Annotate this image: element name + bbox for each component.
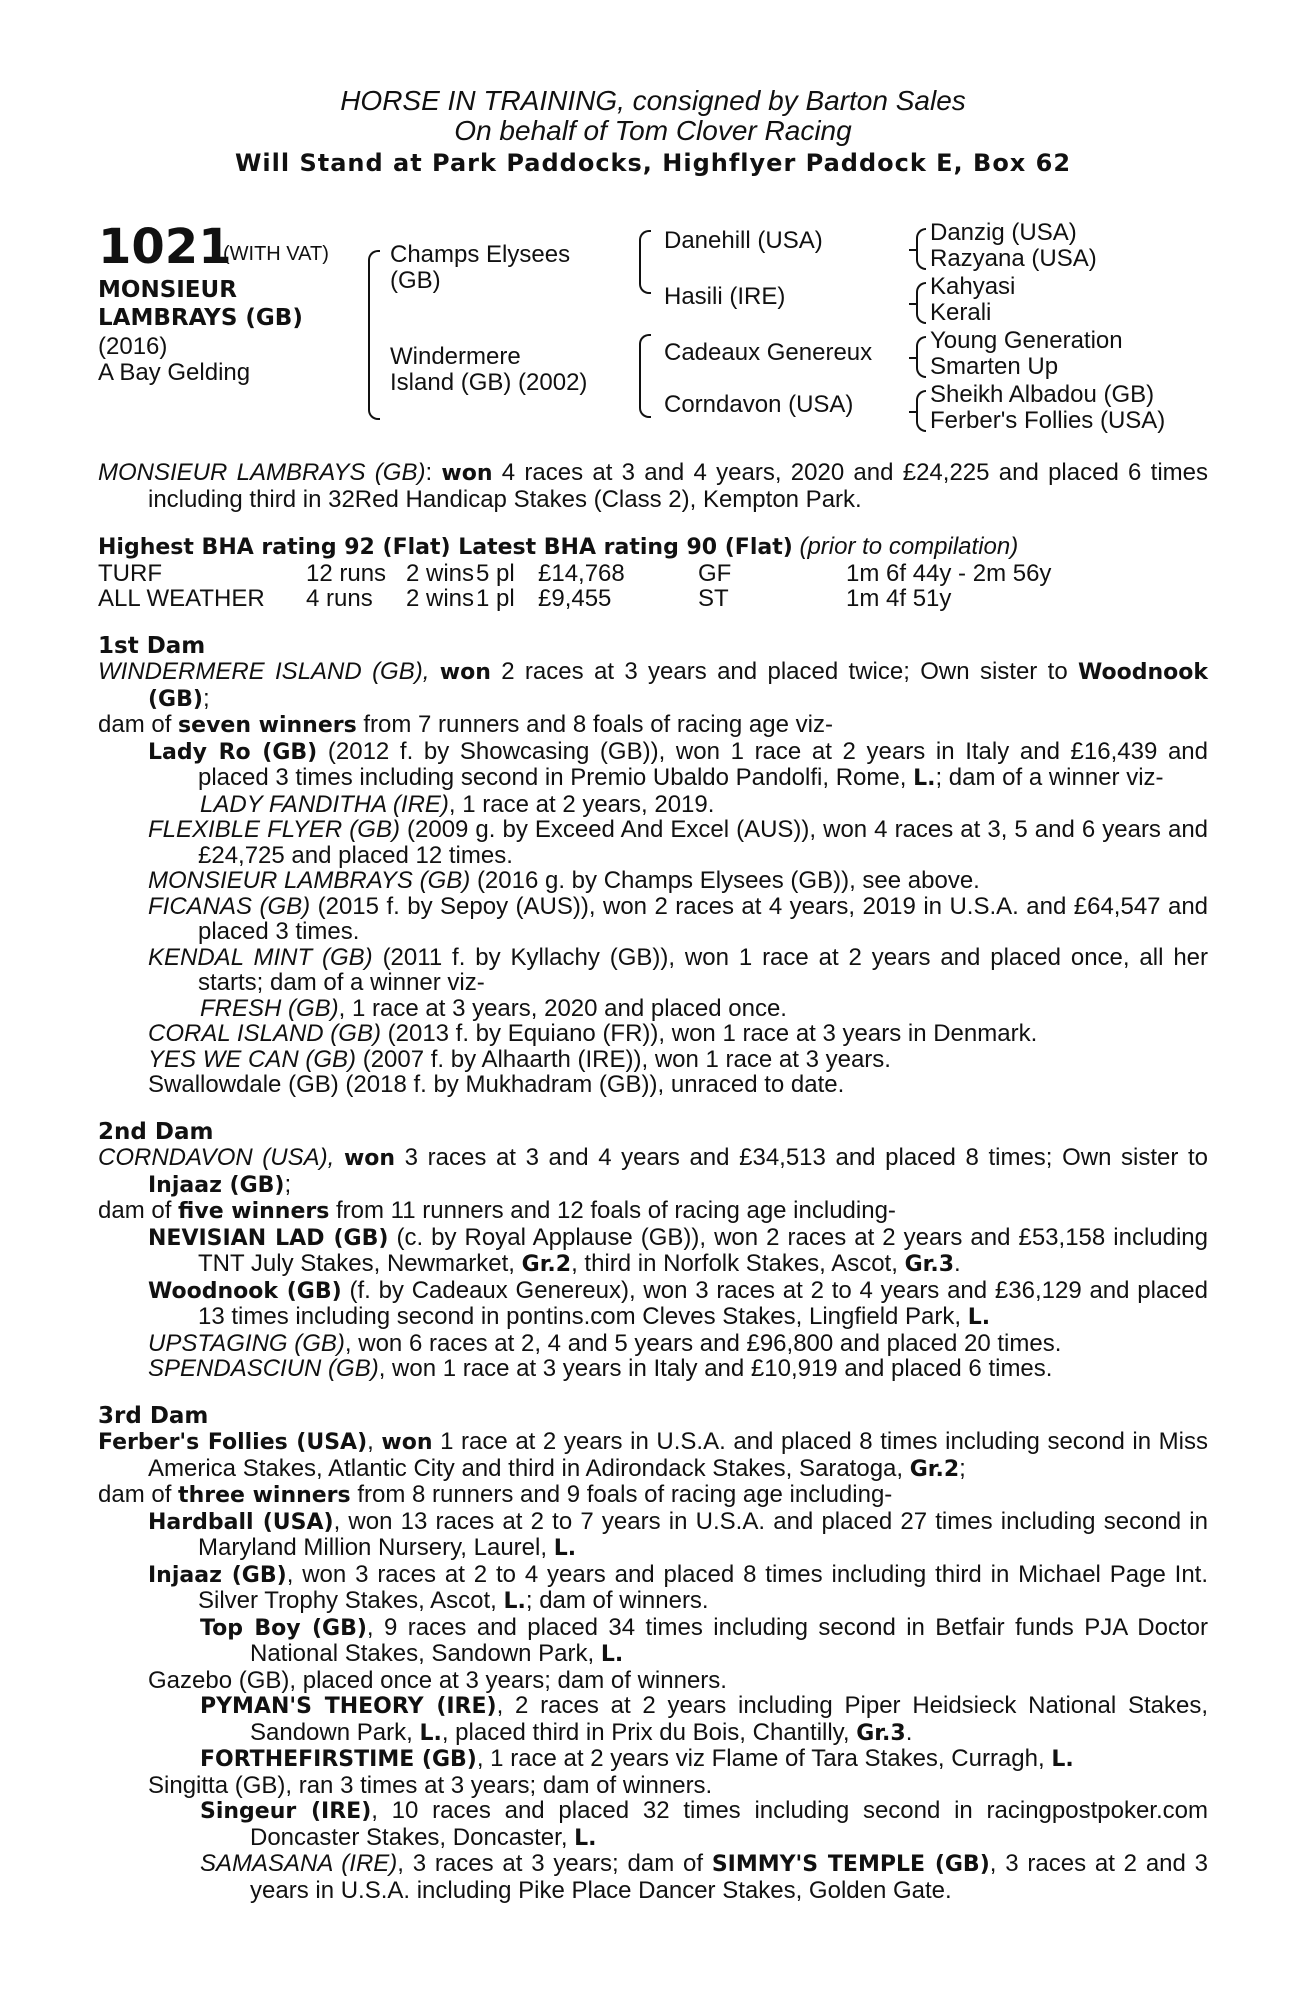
- ratings-block: [98, 534, 1208, 612]
- list-item: UPSTAGING (GB), won 6 races at 2, 4 and 5 years and £96,800 and placed 20 times.: [148, 1329, 1062, 1357]
- list-item: LADY FANDITHA (IRE), 1 race at 2 years, 2019.: [200, 790, 715, 818]
- list-item: PYMAN'S THEORY (IRE), 2 races at 2 years including Piper Heidsieck National Stakes, Sandown Park, L., placed third in Prix du Bois, Chantilly, Gr.3.: [200, 1692, 1209, 1746]
- dam-dam-sire: Sheikh Albadou (GB): [930, 381, 1155, 408]
- list-item: FORTHEFIRSTIME (GB), 1 race at 2 years viz Flame of Tara Stakes, Curragh, L.: [200, 1745, 1074, 1772]
- third-dam-heading: 3rd Dam: [98, 1402, 209, 1429]
- sire-dam-sire: Kahyasi: [930, 273, 1016, 300]
- list-item: Singitta (GB), ran 3 times at 3 years; dam of winners.: [148, 1771, 713, 1799]
- foaling-year: (2016): [98, 333, 168, 360]
- race-summary: MONSIEUR LAMBRAYS (GB): won 4 races at 3 and 4 years, 2020 and £24,225 and placed 6 times including third in 32Red Handicap Stakes (Class 2), Kempton Park.: [98, 459, 1209, 513]
- bracket-3c: [916, 336, 926, 378]
- second-dam-heading: 2nd Dam: [98, 1118, 214, 1145]
- catalogue-page: [98, 86, 1208, 1903]
- pedigree-block: [98, 220, 1208, 460]
- dam: Windermere Island (GB) (2002): [390, 343, 588, 396]
- list-item: CORAL ISLAND (GB) (2013 f. by Equiano (FR)), won 1 race at 3 years in Denmark.: [148, 1020, 1038, 1047]
- vat-label: (WITH VAT): [223, 243, 329, 265]
- list-item: YES WE CAN (GB) (2007 f. by Alhaarth (IRE)), won 1 race at 3 years.: [148, 1045, 891, 1073]
- list-item: Top Boy (GB), 9 races and placed 34 times including second in Betfair funds PJA Doctor National Stakes, Sandown Park, L.: [200, 1613, 1208, 1667]
- list-item: Woodnook (GB) (f. by Cadeaux Genereux), won 3 races at 2 to 4 years and £36,129 and placed 13 times including second in pontins.com Cleves Stakes, Lingfield Park, L.: [148, 1276, 1208, 1330]
- sire-dam-dam: Kerali: [930, 299, 992, 326]
- second-dam-record: CORNDAVON (USA), won 3 races at 3 and 4 years and £34,513 and placed 8 times; Own sister to Injaaz (GB);: [98, 1144, 1209, 1198]
- sire-dam-bracket: [368, 250, 380, 420]
- dam-sire-sire: Young Generation: [930, 327, 1123, 354]
- dam-sire: Cadeaux Genereux: [664, 339, 873, 366]
- dam-dam: Corndavon (USA): [664, 391, 854, 418]
- list-item: Injaaz (GB), won 3 races at 2 to 4 years and placed 8 times including third in Michael Page Int. Silver Trophy Stakes, Ascot, L.; dam of winners.: [148, 1560, 1209, 1614]
- lot-number: 1021: [98, 219, 232, 275]
- sire: Champs Elysees (GB): [390, 241, 571, 294]
- first-dam-produce-summary: dam of seven winners from 7 runners and 8 foals of racing age viz-: [98, 711, 833, 738]
- dam-parents-bracket: [639, 334, 651, 418]
- sire-dam: Hasili (IRE): [664, 283, 786, 310]
- sire-sire-dam: Razyana (USA): [930, 245, 1097, 272]
- dam-dam-dam: Ferber's Follies (USA): [930, 407, 1166, 434]
- sire-parents-bracket: [639, 230, 651, 294]
- first-dam-heading: 1st Dam: [98, 632, 206, 659]
- list-item: Gazebo (GB), placed once at 3 years; dam of winners.: [148, 1666, 727, 1694]
- third-dam-produce-summary: dam of three winners from 8 runners and 9 foals of racing age including-: [98, 1481, 893, 1508]
- list-item: Hardball (USA), won 13 races at 2 to 7 years in U.S.A. and placed 27 times including second in Maryland Million Nursery, Laurel, L.: [148, 1507, 1208, 1561]
- list-item: Singeur (IRE), 10 races and placed 32 times including second in racingpostpoker.com Doncaster Stakes, Doncaster, L.: [200, 1797, 1208, 1851]
- consignor-line: HORSE IN TRAINING, consigned by Barton Sales: [340, 85, 966, 116]
- horse-name: MONSIEUR LAMBRAYS (GB): [98, 277, 303, 331]
- sire-sire: Danehill (USA): [664, 227, 823, 254]
- list-item: Lady Ro (GB) (2012 f. by Showcasing (GB)), won 1 race at 2 years in Italy and £16,439 and placed 3 times including second in Premio Ubaldo Pandolfi, Rome, L.; dam of a winner viz-: [148, 737, 1209, 791]
- list-item: FICANAS (GB) (2015 f. by Sepoy (AUS)), won 2 races at 4 years, 2019 in U.S.A. and £64,547 and placed 3 times.: [148, 892, 1209, 945]
- list-item: FRESH (GB), 1 race at 3 years, 2020 and placed once.: [200, 994, 787, 1022]
- list-item: NEVISIAN LAD (GB) (c. by Royal Applause (GB)), won 2 races at 2 years and £53,158 including TNT July Stakes, Newmarket, Gr.2, third in Norfolk Stakes, Ascot, Gr.3.: [148, 1223, 1208, 1277]
- table-row: TURF 12 runs 2 wins 5 pl £14,768 GF 1m 6f 44y - 2m 56y: [98, 559, 1052, 587]
- second-dam-produce-summary: dam of five winners from 11 runners and 12 foals of racing age including-: [98, 1197, 896, 1224]
- third-dam-record: Ferber's Follies (USA), won 1 race at 2 years in U.S.A. and placed 8 times including second in Miss America Stakes, Atlantic City and third in Adirondack Stakes, Saratoga, Gr.2;: [98, 1428, 1209, 1482]
- list-item: FLEXIBLE FLYER (GB) (2009 g. by Exceed And Excel (AUS)), won 4 races at 3, 5 and 6 years and £24,725 and placed 12 times.: [148, 816, 1209, 869]
- list-item: MONSIEUR LAMBRAYS (GB) (2016 g. by Champs Elysees (GB)), see above.: [148, 867, 980, 894]
- bracket-3b: [916, 282, 926, 324]
- ratings-note: (prior to compilation): [799, 533, 1019, 560]
- ratings-heading: Highest BHA rating 92 (Flat) Latest BHA rating 90 (Flat): [98, 535, 793, 560]
- first-dam-record: WINDERMERE ISLAND (GB), won 2 races at 3 years and placed twice; Own sister to Woodnook (GB);: [98, 658, 1209, 712]
- table-row: ALL WEATHER 4 runs 2 wins 1 pl £9,455 ST 1m 4f 51y: [98, 585, 952, 612]
- ratings-table: [98, 561, 1051, 612]
- location-line: Will Stand at Park Paddocks, Highflyer Paddock E, Box 62: [234, 149, 1072, 177]
- page-header: [98, 86, 1208, 180]
- sire-sire-sire: Danzig (USA): [930, 219, 1077, 246]
- on-behalf-line: On behalf of Tom Clover Racing: [454, 115, 852, 146]
- bracket-3a: [916, 228, 926, 270]
- list-item: SPENDASCIUN (GB), won 1 race at 3 years in Italy and £10,919 and placed 6 times.: [148, 1355, 1053, 1382]
- list-item: Swallowdale (GB) (2018 f. by Mukhadram (GB)), unraced to date.: [148, 1071, 845, 1098]
- list-item: KENDAL MINT (GB) (2011 f. by Kyllachy (GB)), won 1 race at 2 years and placed once, all her starts; dam of a winner viz-: [148, 943, 1209, 996]
- list-item: SAMASANA (IRE), 3 races at 3 years; dam of SIMMY'S TEMPLE (GB), 3 races at 2 and 3 years in U.S.A. including Pike Place Dancer Stakes, Golden Gate.: [200, 1850, 1209, 1904]
- dam-sire-dam: Smarten Up: [930, 353, 1059, 380]
- horse-description: A Bay Gelding: [98, 359, 251, 386]
- bracket-3d: [916, 390, 926, 432]
